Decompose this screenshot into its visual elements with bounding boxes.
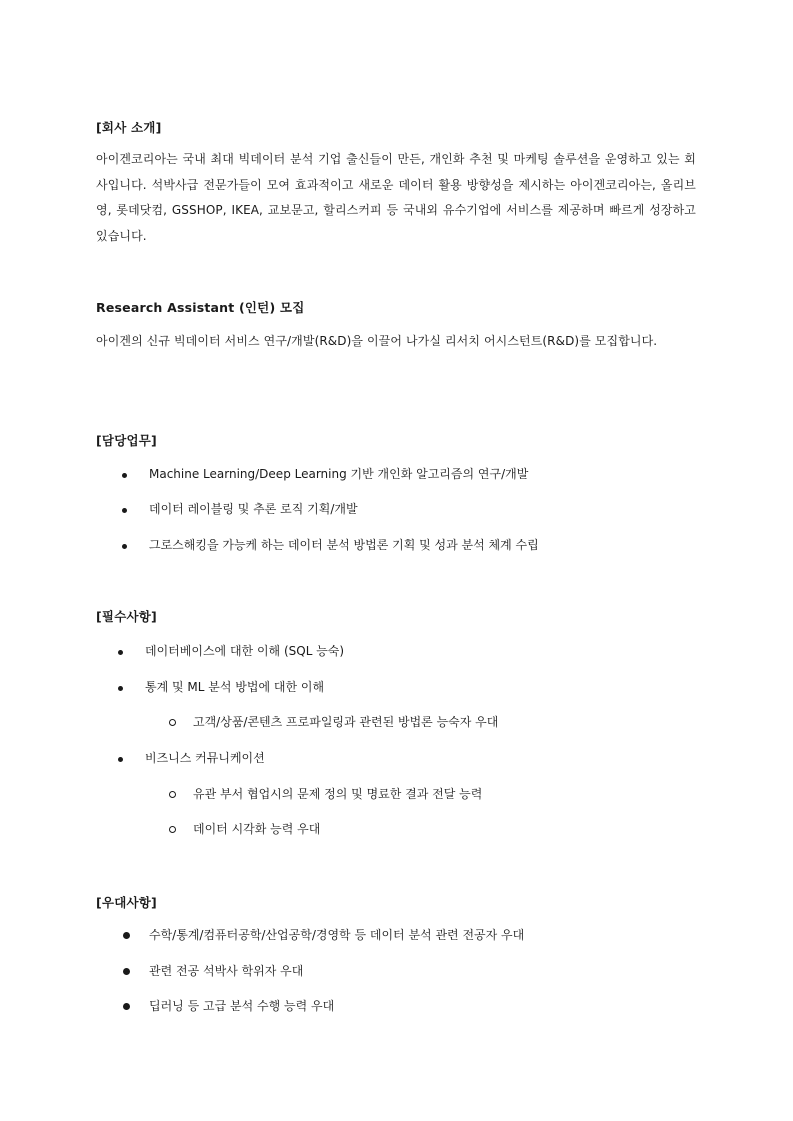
recruit-paragraph: [96, 329, 696, 355]
requirement-text: 비즈니스 커뮤니케이션: [145, 751, 265, 765]
requirement-subtext: 유관 부서 협업시의 문제 정의 및 명료한 결과 전달 능력: [193, 787, 483, 801]
duties-heading: [담당업무]: [96, 433, 157, 448]
preferred-heading: [우대사항]: [96, 895, 157, 910]
bullet-icon: [118, 751, 123, 765]
bullet-icon: [122, 502, 127, 516]
recruit-heading: Research Assistant (인턴) 모집: [96, 300, 305, 315]
bullet-icon: [122, 467, 127, 481]
preferred-text: 딥러닝 등 고급 분석 수행 능력 우대: [149, 999, 335, 1013]
sub-bullet-icon: [169, 787, 176, 801]
bullet-icon: [123, 928, 130, 942]
requirement-text: 통계 및 ML 분석 방법에 대한 이해: [145, 680, 325, 694]
company-paragraph: [96, 147, 696, 249]
bullet-icon: [123, 999, 130, 1013]
preferred-text: 관련 전공 석박사 학위자 우대: [149, 964, 304, 978]
requirement-subtext: 고객/상품/콘텐츠 프로파일링과 관련된 방법론 능숙자 우대: [193, 715, 499, 729]
recruit-body: 아이겐의 신규 빅데이터 서비스 연구/개발(R&D)을 이끌어 나가실 리서치 어시스턴트(R&D)를 모집합니다.: [96, 334, 658, 348]
bullet-icon: [118, 680, 123, 694]
bullet-icon: [123, 964, 130, 978]
sub-bullet-icon: [169, 822, 176, 836]
duty-text: 그로스해킹을 가능케 하는 데이터 분석 방법론 기획 및 성과 분석 체계 수립: [149, 538, 539, 552]
sub-bullet-icon: [169, 715, 176, 729]
bullet-icon: [118, 644, 123, 658]
requirement-text: 데이터베이스에 대한 이해 (SQL 능숙): [145, 644, 345, 658]
duty-text: 데이터 레이블링 및 추론 로직 기획/개발: [149, 502, 358, 516]
company-body: 아이겐코리아는 국내 최대 빅데이터 분석 기업 출신들이 만든, 개인화 추천 및 마케팅 솔루션을 운영하고 있는 회사입니다. 석박사급 전문가들이 모여 효과적이고 새로운 데이터 활용 방향성을 제시하는 아이겐코리아는, 올리브영, 롯데닷컴, GSSHOP, IKEA, 교보문고, 할리스커피 등 국내외 유수기업에 서비스를 제공하며 빠르게 성장하고 있습니다.: [96, 152, 696, 243]
company-heading: [회사 소개]: [96, 120, 162, 135]
requirement-subtext: 데이터 시각화 능력 우대: [193, 822, 321, 836]
duty-text: Machine Learning/Deep Learning 기반 개인화 알고리즘의 연구/개발: [149, 467, 529, 481]
requirements-heading: [필수사항]: [96, 609, 157, 624]
bullet-icon: [122, 538, 127, 552]
preferred-text: 수학/통계/컴퓨터공학/산업공학/경영학 등 데이터 분석 관련 전공자 우대: [149, 928, 525, 942]
